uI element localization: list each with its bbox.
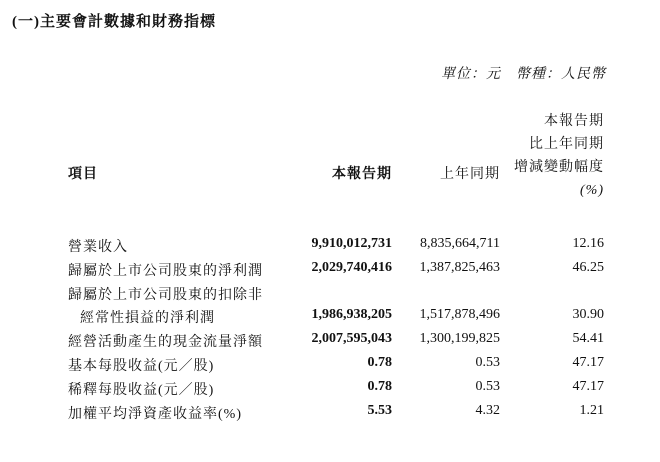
row-label: 歸屬於上市公司股東的淨利潤 [68, 263, 263, 279]
row-current-value: 0.78 [367, 378, 392, 394]
header-change-line-2: 比上年同期 [529, 137, 604, 152]
table-row [0, 403, 660, 427]
row-label: 經營活動產生的現金流量淨額 [68, 335, 263, 351]
header-item: 項目 [68, 167, 98, 182]
header-change-line-4: (%) [580, 183, 604, 198]
row-current-value: 2,007,595,043 [311, 331, 392, 347]
header-change-line-1: 本報告期 [544, 114, 604, 129]
row-prior-value: 1,517,878,496 [419, 307, 500, 323]
row-label: 稀釋每股收益(元／股) [68, 382, 215, 398]
row-change-value: 30.90 [572, 307, 604, 323]
table-row [0, 260, 660, 284]
header-prior-period: 上年同期 [440, 167, 500, 182]
header-change-line-3: 增減變動幅度 [514, 160, 604, 175]
row-change-value: 1.21 [579, 402, 604, 418]
row-current-value: 9,910,012,731 [311, 236, 392, 251]
row-prior-value: 8,835,664,711 [420, 236, 500, 251]
table-row [0, 355, 660, 379]
row-change-value: 46.25 [572, 259, 604, 275]
row-current-value: 2,029,740,416 [311, 259, 392, 275]
table-row [0, 379, 660, 403]
data-table [0, 236, 660, 426]
header-current-period: 本報告期 [332, 167, 392, 182]
row-prior-value: 1,387,825,463 [419, 259, 500, 275]
section-title: (一)主要會計數據和財務指標 [12, 14, 216, 30]
row-change-value: 54.41 [572, 331, 604, 347]
row-label: 營業收入 [68, 240, 128, 255]
row-label: 基本每股收益(元／股) [68, 358, 215, 374]
table-row [0, 284, 660, 308]
row-label: 歸屬於上市公司股東的扣除非 [68, 287, 263, 303]
table-row [0, 236, 660, 260]
row-label: 加權平均淨資產收益率(%) [68, 406, 242, 422]
row-current-value: 0.78 [367, 354, 392, 370]
header-change [514, 110, 604, 202]
row-change-value: 47.17 [572, 378, 604, 394]
row-current-value: 5.53 [367, 402, 392, 418]
row-change-value: 47.17 [572, 354, 604, 370]
row-current-value: 1,986,938,205 [311, 307, 392, 323]
row-prior-value: 0.53 [475, 354, 500, 370]
row-change-value: 12.16 [572, 236, 604, 251]
table-row [0, 331, 660, 355]
table-row [0, 307, 660, 331]
unit-currency-note: 單位：元 幣種：人民幣 [441, 67, 606, 82]
row-label: 經常性損益的淨利潤 [80, 311, 215, 327]
row-prior-value: 0.53 [475, 378, 500, 394]
row-prior-value: 4.32 [475, 402, 500, 418]
row-prior-value: 1,300,199,825 [419, 331, 500, 347]
